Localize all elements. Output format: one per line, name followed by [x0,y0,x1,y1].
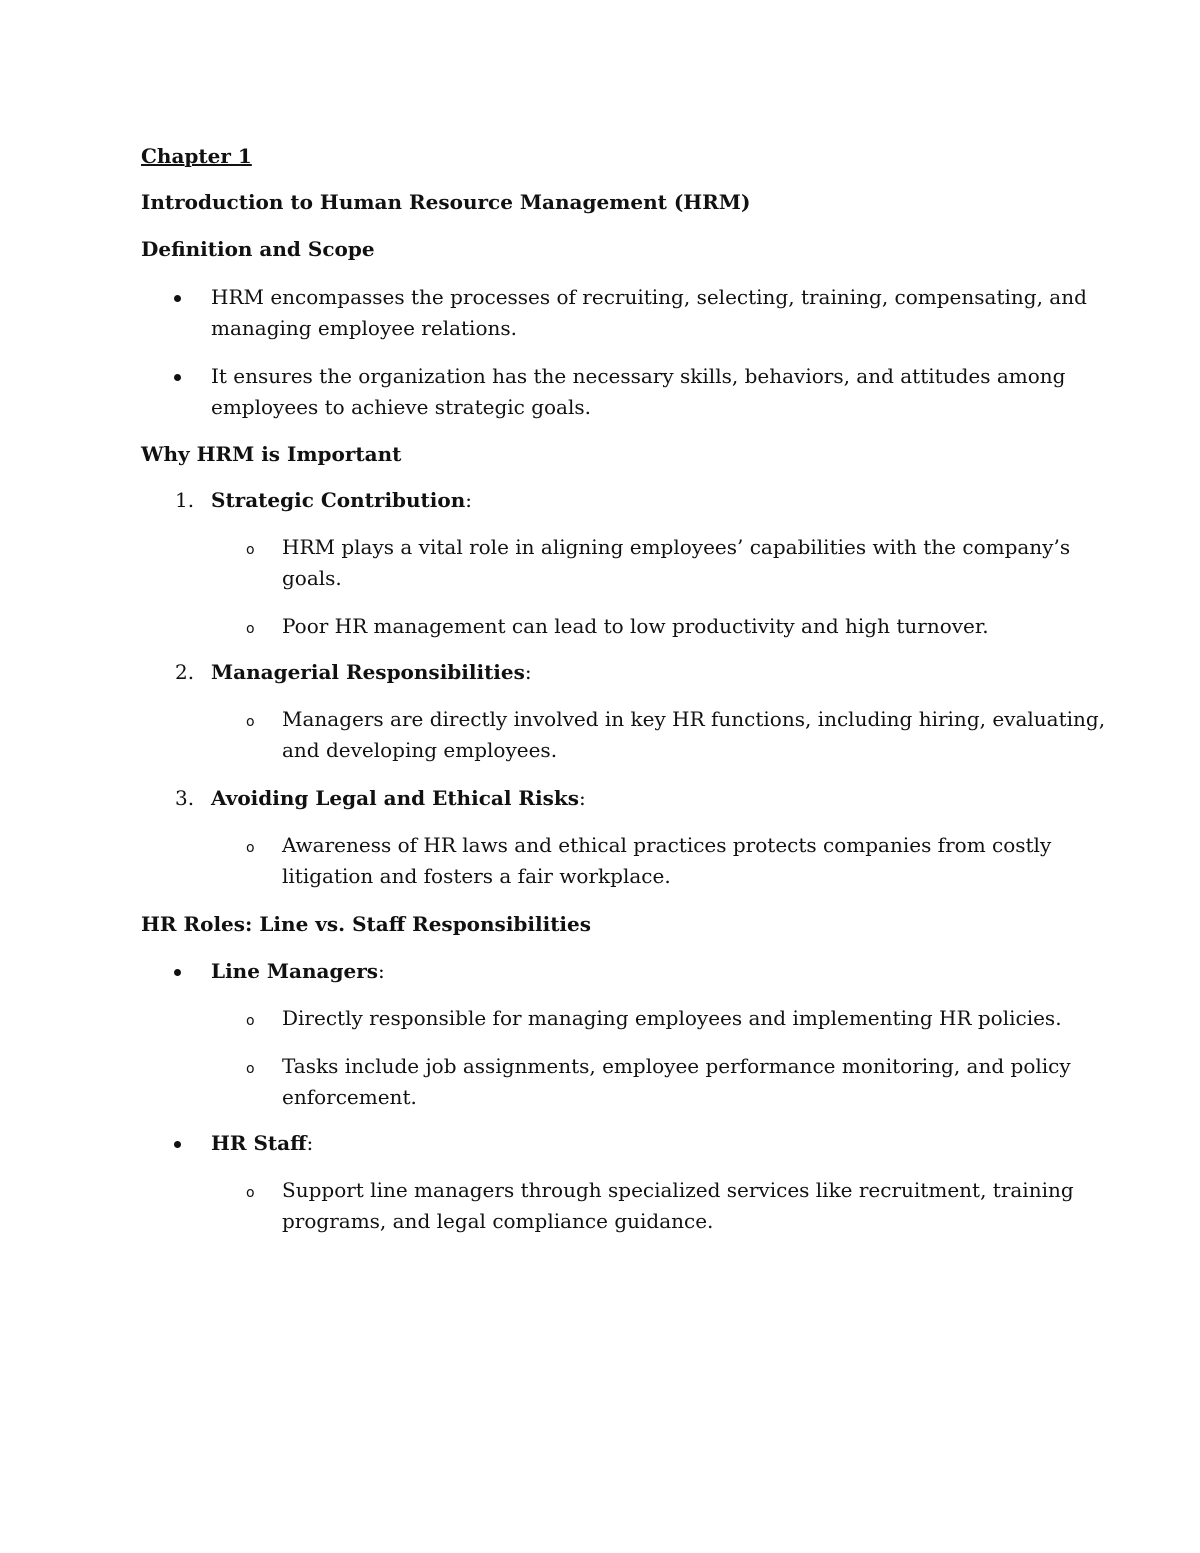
circle-bullet-icon: o [246,840,255,856]
section-heading-importance: Why HRM is Important [141,442,402,466]
list-item-strategic-contribution [211,485,472,516]
strategic-sub-1-line-2: goals. [282,566,342,590]
role-group-label: HR Staff [211,1131,307,1155]
section-heading-roles: HR Roles: Line vs. Staff Responsibilities [141,912,592,936]
circle-bullet-icon: o [246,714,255,730]
definition-bullet-2-line-1: It ensures the organization has the necessary skills, behaviors, and attitudes among [211,364,1066,388]
role-group-line-managers [211,956,385,987]
role-group-hr-staff [211,1128,313,1159]
list-item-label: Managerial Responsibilities [211,660,525,684]
list-number: 1. [175,488,195,512]
chapter-heading: Chapter 1 [141,144,252,168]
list-item-avoiding-legal-ethical-risks [211,783,586,814]
list-item-label: Avoiding Legal and Ethical Risks [211,786,579,810]
managerial-sub-1-line-1: Managers are directly involved in key HR functions, including hiring, evaluating, [282,707,1106,731]
circle-bullet-icon: o [246,621,255,637]
section-heading-definition: Definition and Scope [141,237,375,261]
document-title: Introduction to Human Resource Management (HRM) [141,190,751,214]
bullet-icon [174,969,181,976]
managerial-sub-1-line-2: and developing employees. [282,738,558,762]
line-managers-sub-2-line-1: Tasks include job assignments, employee performance monitoring, and policy [282,1054,1071,1078]
legal-sub-1-line-2: litigation and fosters a fair workplace. [282,864,671,888]
circle-bullet-icon: o [246,1013,255,1029]
bullet-icon [174,1141,181,1148]
list-item-label: Strategic Contribution [211,488,466,512]
label-colon: : [579,786,586,810]
label-colon: : [378,959,385,983]
hr-staff-sub-1-line-1: Support line managers through specialized services like recruitment, training [282,1178,1074,1202]
definition-bullet-2-line-2: employees to achieve strategic goals. [211,395,591,419]
legal-sub-1-line-1: Awareness of HR laws and ethical practices protects companies from costly [282,833,1052,857]
list-number: 2. [175,660,195,684]
label-colon: : [465,488,473,512]
strategic-sub-2: Poor HR management can lead to low productivity and high turnover. [282,614,989,638]
definition-bullet-1-line-1: HRM encompasses the processes of recruiting, selecting, training, compensating, and [211,285,1087,309]
list-item-managerial-responsibilities [211,657,532,688]
bullet-icon [174,295,181,302]
line-managers-sub-2-line-2: enforcement. [282,1085,417,1109]
role-group-label: Line Managers [211,959,378,983]
label-colon: : [524,660,532,684]
list-number: 3. [175,786,195,810]
bullet-icon [174,374,181,381]
circle-bullet-icon: o [246,542,255,558]
hr-staff-sub-1-line-2: programs, and legal compliance guidance. [282,1209,714,1233]
circle-bullet-icon: o [246,1061,255,1077]
strategic-sub-1-line-1: HRM plays a vital role in aligning employees’ capabilities with the company’s [282,535,1071,559]
line-managers-sub-1: Directly responsible for managing employees and implementing HR policies. [282,1006,1062,1030]
definition-bullet-1-line-2: managing employee relations. [211,316,517,340]
label-colon: : [306,1131,314,1155]
circle-bullet-icon: o [246,1185,255,1201]
